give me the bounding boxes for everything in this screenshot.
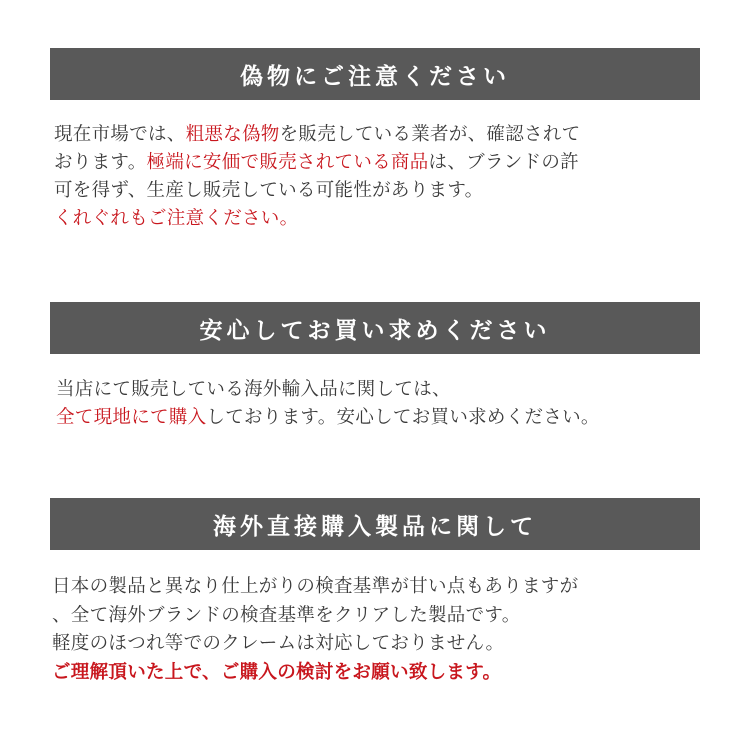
text-line (52, 659, 700, 688)
text-line (54, 121, 700, 149)
text-line (54, 149, 700, 177)
authentic-purchase-section (50, 302, 700, 432)
text-segment: 、全て海外ブランドの検査基準をクリアした製品です。 (52, 604, 521, 626)
authentic-purchase-heading: 安心してお買い求めください (50, 302, 700, 354)
text-segment: 現在市場では、 (54, 124, 186, 145)
text-line (52, 573, 700, 602)
counterfeit-warning-text (50, 121, 700, 233)
text-line (52, 630, 700, 659)
highlight-text: 粗悪な偽物 (185, 124, 280, 145)
highlight-text: 全て現地にて購入 (56, 407, 207, 428)
text-segment: おります。 (54, 152, 147, 173)
text-line (52, 602, 700, 631)
text-segment: 軽度のほつれ等でのクレームは対応しておりません。 (52, 633, 505, 654)
highlight-text: 極端に安価で販売されている商品 (146, 152, 429, 173)
text-segment: 日本の製品と異なり仕上がりの検査基準が甘い点もありますが (52, 576, 579, 597)
overseas-product-heading: 海外直接購入製品に関して (50, 498, 700, 550)
text-line (56, 404, 700, 432)
overseas-product-section (50, 498, 700, 687)
overseas-product-text (50, 573, 700, 687)
highlight-text: くれぐれもご注意ください。 (54, 208, 299, 229)
text-line (56, 376, 700, 404)
text-segment: は、ブランドの許 (428, 152, 579, 173)
text-line (54, 177, 700, 205)
text-segment: 可を得ず、生産し販売している可能性があります。 (54, 180, 484, 201)
text-line (54, 205, 700, 233)
text-segment: を販売している業者が、確認されて (279, 124, 581, 145)
authentic-purchase-text (50, 376, 700, 432)
highlight-text: ご理解頂いた上で、ご購入の検討をお願い致します。 (52, 661, 502, 683)
text-segment: しております。安心してお買い求めください。 (206, 407, 600, 428)
counterfeit-warning-section (50, 48, 700, 233)
text-segment: 当店にて販売している海外輸入品に関しては、 (56, 379, 451, 400)
counterfeit-warning-heading: 偽物にご注意ください (50, 48, 700, 100)
